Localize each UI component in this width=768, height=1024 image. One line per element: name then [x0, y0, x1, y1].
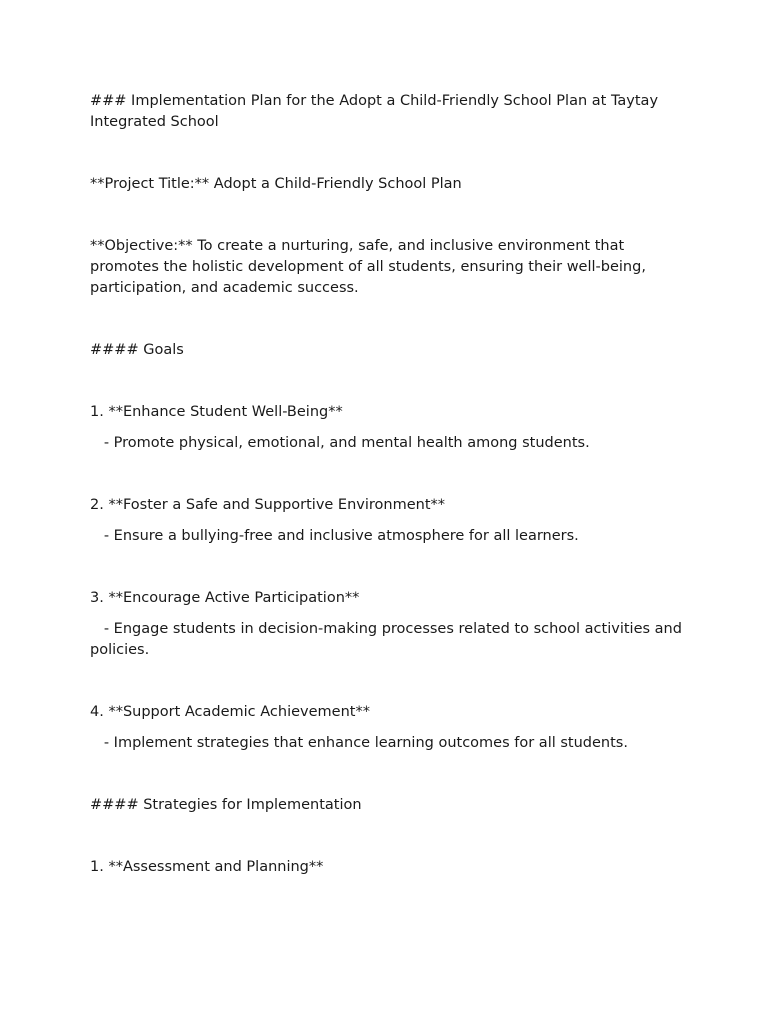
document-title: ### Implementation Plan for the Adopt a Child-Friendly School Plan at Taytay Integrated School — [90, 93, 663, 130]
goal-description: - Implement strategies that enhance learning outcomes for all students. — [90, 735, 628, 751]
project-title-line: **Project Title:** Adopt a Child-Friendly School Plan — [90, 176, 462, 192]
document-body — [90, 91, 686, 888]
goal-description: - Ensure a bullying-free and inclusive atmosphere for all learners. — [90, 528, 579, 544]
goals-heading: #### Goals — [90, 342, 184, 358]
objective-paragraph: **Objective:** To create a nurturing, safe, and inclusive environment that promotes the holistic development of all students, ensuring their well-being, participation, and academic success. — [90, 238, 651, 296]
goals-list — [90, 402, 686, 754]
goal-title: 1. **Enhance Student Well-Being** — [90, 404, 343, 420]
strategy-title: 1. **Assessment and Planning** — [90, 859, 324, 875]
goal-description: - Promote physical, emotional, and mental health among students. — [90, 435, 590, 451]
strategies-heading: #### Strategies for Implementation — [90, 797, 362, 813]
goal-title: 3. **Encourage Active Participation** — [90, 590, 360, 606]
goal-description: - Engage students in decision-making processes related to school activities and policies. — [90, 621, 687, 658]
strategies-list — [90, 857, 686, 878]
goal-title: 4. **Support Academic Achievement** — [90, 704, 370, 720]
goal-title: 2. **Foster a Safe and Supportive Environment** — [90, 497, 446, 513]
